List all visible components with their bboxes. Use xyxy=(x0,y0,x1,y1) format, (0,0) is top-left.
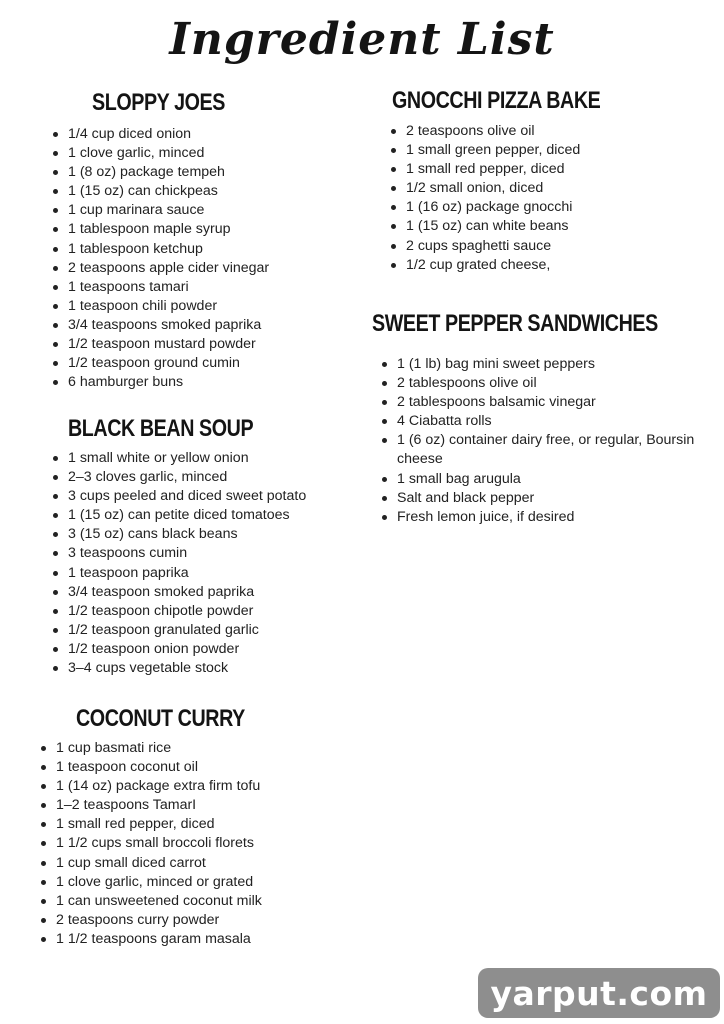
ingredient-item: 1 small red pepper, diced xyxy=(390,160,646,179)
ingredient-item: 1/2 teaspoon chipotle powder xyxy=(52,602,306,621)
ingredient-item: 2 cups spaghetti sauce xyxy=(390,237,646,256)
ingredient-item: 1 (15 oz) can chickpeas xyxy=(52,182,269,201)
ingredient-item: 1 small green pepper, diced xyxy=(390,141,646,160)
ingredient-item: 3/4 teaspoon smoked paprika xyxy=(52,583,306,602)
section-sloppy-joes xyxy=(52,88,269,392)
ingredient-item: 6 hamburger buns xyxy=(52,373,269,392)
ingredient-item: 3 teaspoons cumin xyxy=(52,544,306,563)
ingredient-item: 4 Ciabatta rolls xyxy=(381,412,719,431)
ingredient-item: 1 cup marinara sauce xyxy=(52,201,269,220)
ingredient-item: 1 tablespoon ketchup xyxy=(52,240,269,259)
ingredient-item: 1/2 teaspoon granulated garlic xyxy=(52,621,306,640)
ingredient-item: 3 (15 oz) cans black beans xyxy=(52,525,306,544)
ingredient-item: 1 small white or yellow onion xyxy=(52,449,306,468)
ingredient-item: 1 (6 oz) container dairy free, or regular, Boursin cheese xyxy=(381,431,719,469)
section-title-sloppy-joes: SLOPPY JOES xyxy=(92,89,225,116)
section-title-gnocchi-pizza-bake: GNOCCHI PIZZA BAKE xyxy=(392,87,601,114)
ingredient-item: 1 (15 oz) can white beans xyxy=(390,217,646,236)
ingredient-item: 1 can unsweetened coconut milk xyxy=(40,892,282,911)
ingredient-item: 1 (16 oz) package gnocchi xyxy=(390,198,646,217)
ingredient-item: 1/2 small onion, diced xyxy=(390,179,646,198)
ingredient-item: 1 (1 lb) bag mini sweet peppers xyxy=(381,355,719,374)
ingredient-item: 1 teaspoon paprika xyxy=(52,564,306,583)
ingredient-item: 1 clove garlic, minced or grated xyxy=(40,873,282,892)
ingredient-item: 1 clove garlic, minced xyxy=(52,144,269,163)
ingredient-item: 2–3 cloves garlic, minced xyxy=(52,468,306,487)
ingredient-item: 1 1/2 cups small broccoli florets xyxy=(40,834,282,853)
ingredient-item: 1 (14 oz) package extra firm tofu xyxy=(40,777,282,796)
section-title-sweet-pepper-sandwiches: SWEET PEPPER SANDWICHES xyxy=(372,310,658,337)
ingredient-item: 2 tablespoons balsamic vinegar xyxy=(381,393,719,412)
ingredient-item: 1–2 teaspoons TamarI xyxy=(40,796,282,815)
ingredient-item: 1 small bag arugula xyxy=(381,470,719,489)
watermark-badge xyxy=(478,968,720,1018)
ingredient-item: 1/2 cup grated cheese, xyxy=(390,256,646,275)
ingredient-item: 2 teaspoons apple cider vinegar xyxy=(52,259,269,278)
ingredient-item: 1 teaspoon coconut oil xyxy=(40,758,282,777)
ingredient-item: 1 teaspoons tamari xyxy=(52,278,269,297)
ingredient-item: 1 tablespoon maple syrup xyxy=(52,220,269,239)
ingredient-list-black-bean-soup xyxy=(52,449,306,678)
ingredient-item: 3–4 cups vegetable stock xyxy=(52,659,306,678)
section-coconut-curry xyxy=(40,704,282,949)
section-black-bean-soup xyxy=(52,414,306,678)
ingredient-item: 3/4 teaspoons smoked paprika xyxy=(52,316,269,335)
ingredient-item: 2 teaspoons olive oil xyxy=(390,122,646,141)
watermark-text: yarput.com xyxy=(490,973,708,1013)
ingredient-item: Fresh lemon juice, if desired xyxy=(381,508,719,527)
ingredient-item: Salt and black pepper xyxy=(381,489,719,508)
ingredient-item: 1 1/2 teaspoons garam masala xyxy=(40,930,282,949)
ingredient-item: 1 cup small diced carrot xyxy=(40,854,282,873)
ingredient-item: 2 tablespoons olive oil xyxy=(381,374,719,393)
ingredient-item: 1/4 cup diced onion xyxy=(52,125,269,144)
ingredient-item: 1 (8 oz) package tempeh xyxy=(52,163,269,182)
page-title: Ingredient List xyxy=(169,14,555,65)
ingredient-list-gnocchi-pizza-bake xyxy=(390,122,646,275)
ingredient-item: 1/2 teaspoon ground cumin xyxy=(52,354,269,373)
ingredient-list-sloppy-joes xyxy=(52,125,269,392)
ingredient-item: 3 cups peeled and diced sweet potato xyxy=(52,487,306,506)
ingredient-item: 1 small red pepper, diced xyxy=(40,815,282,834)
ingredient-item: 2 teaspoons curry powder xyxy=(40,911,282,930)
ingredient-list-coconut-curry xyxy=(40,739,282,949)
ingredient-list-sweet-pepper-sandwiches xyxy=(381,355,719,527)
ingredient-item: 1/2 teaspoon mustard powder xyxy=(52,335,269,354)
ingredient-item: 1 teaspoon chili powder xyxy=(52,297,269,316)
ingredient-item: 1 cup basmati rice xyxy=(40,739,282,758)
section-title-coconut-curry: COCONUT CURRY xyxy=(76,705,245,732)
ingredient-item: 1/2 teaspoon onion powder xyxy=(52,640,306,659)
section-gnocchi-pizza-bake xyxy=(390,86,646,275)
section-title-black-bean-soup: BLACK BEAN SOUP xyxy=(68,415,254,442)
section-sweet-pepper-sandwiches xyxy=(372,309,719,527)
ingredient-item: 1 (15 oz) can petite diced tomatoes xyxy=(52,506,306,525)
